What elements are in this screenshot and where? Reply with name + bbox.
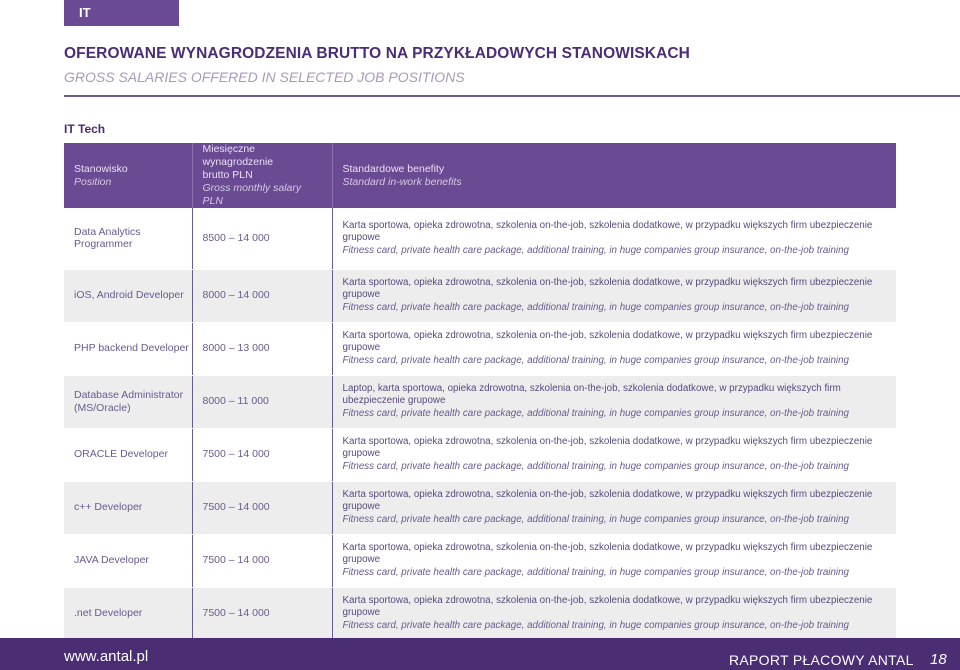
header-position xyxy=(64,143,192,208)
table-row xyxy=(64,428,896,481)
position-cell xyxy=(64,428,192,481)
position-line-1: PHP backend Developer xyxy=(74,342,189,355)
salary-cell: 7500 – 14 000 xyxy=(192,587,332,640)
benefits-en: Fitness card, private health care package, additional training, in huge companies group insurance, on-the-job training xyxy=(342,244,849,256)
benefits-en: Fitness card, private health care package, additional training, in huge companies group insurance, on-the-job training xyxy=(342,301,849,313)
benefits-en: Fitness card, private health care package, additional training, in huge companies group insurance, on-the-job training xyxy=(342,513,849,525)
page-title: OFEROWANE WYNAGRODZENIA BRUTTO NA PRZYKŁADOWYCH STANOWISKACH xyxy=(64,45,690,62)
position-line-1: c++ Developer xyxy=(74,501,143,514)
footer-bar xyxy=(0,638,960,670)
benefits-cell xyxy=(332,269,896,322)
header-position-pl: Stanowisko xyxy=(74,162,128,175)
header-salary-en: Gross monthly salary PLN xyxy=(202,182,302,207)
salary-cell: 8500 – 14 000 xyxy=(192,208,332,269)
salary-cell: 8000 – 14 000 xyxy=(192,269,332,322)
position-line-1: Database Administrator xyxy=(74,389,184,401)
position-line-1: JAVA Developer xyxy=(74,554,149,567)
benefits-cell xyxy=(332,428,896,481)
benefits-cell xyxy=(332,375,896,428)
salary-cell: 8000 – 11 000 xyxy=(192,375,332,428)
section-heading: IT Tech xyxy=(64,122,106,136)
position-line-1: iOS, Android Developer xyxy=(74,289,184,302)
table-row xyxy=(64,322,896,375)
table-row xyxy=(64,269,896,322)
header-benefits xyxy=(332,143,896,208)
header-salary-pl-1: Miesięczne wynagrodzenie xyxy=(202,143,274,168)
benefits-en: Fitness card, private health care package, additional training, in huge companies group insurance, on-the-job training xyxy=(342,460,849,472)
page-number: 18 xyxy=(930,651,947,668)
table-header-row xyxy=(64,143,896,208)
benefits-pl: Karta sportowa, opieka zdrowotna, szkolenia on-the-job, szkolenia dodatkowe, w przypadku większych firm ubezpieczenie grupowe xyxy=(342,329,873,354)
position-cell xyxy=(64,375,192,428)
footer-url[interactable]: www.antal.pl xyxy=(64,648,149,665)
table-row xyxy=(64,587,896,640)
benefits-pl: Karta sportowa, opieka zdrowotna, szkolenia on-the-job, szkolenia dodatkowe, w przypadku większych firm ubezpieczenie grupowe xyxy=(342,219,873,243)
benefits-pl: Karta sportowa, opieka zdrowotna, szkolenia on-the-job, szkolenia dodatkowe, w przypadku większych firm ubezpieczenie grupowe xyxy=(342,435,873,460)
benefits-cell xyxy=(332,208,896,269)
position-cell xyxy=(64,481,192,534)
position-cell xyxy=(64,587,192,640)
position-cell xyxy=(64,269,192,322)
benefits-cell xyxy=(332,534,896,587)
table-row xyxy=(64,208,896,269)
salary-cell: 7500 – 14 000 xyxy=(192,481,332,534)
position-line-2: Programmer xyxy=(74,238,133,251)
benefits-pl: Karta sportowa, opieka zdrowotna, szkolenia on-the-job, szkolenia dodatkowe, w przypadku większych firm ubezpieczenie grupowe xyxy=(342,276,873,301)
position-cell xyxy=(64,534,192,587)
benefits-en: Fitness card, private health care package, additional training, in huge companies group insurance, on-the-job training xyxy=(342,566,849,578)
position-line-1: ORACLE Developer xyxy=(74,448,168,461)
salary-cell: 7500 – 14 000 xyxy=(192,534,332,587)
table-row xyxy=(64,375,896,428)
benefits-cell xyxy=(332,322,896,375)
position-line-1: Data Analytics xyxy=(74,225,141,238)
salary-cell: 7500 – 14 000 xyxy=(192,428,332,481)
header-benefits-en: Standard in-work benefits xyxy=(342,175,462,188)
position-cell xyxy=(64,208,192,269)
benefits-cell xyxy=(332,587,896,640)
salary-cell: 8000 – 13 000 xyxy=(192,322,332,375)
table-row xyxy=(64,534,896,587)
benefits-pl: Karta sportowa, opieka zdrowotna, szkolenia on-the-job, szkolenia dodatkowe, w przypadku większych firm ubezpieczenie grupowe xyxy=(342,594,873,619)
position-cell xyxy=(64,322,192,375)
header-salary xyxy=(192,143,332,208)
category-tag: IT xyxy=(64,0,179,26)
benefits-pl: Laptop, karta sportowa, opieka zdrowotna, szkolenia on-the-job, szkolenia dodatkowe, w przypadku większych firm ubezpieczenie grupowe xyxy=(342,382,841,407)
header-salary-pl-2: brutto PLN xyxy=(202,169,253,181)
page-subtitle: GROSS SALARIES OFFERED IN SELECTED JOB POSITIONS xyxy=(64,69,465,85)
footer-report-title: RAPORT PŁACOWY ANTAL xyxy=(729,652,914,668)
benefits-en: Fitness card, private health care package, additional training, in huge companies group insurance, on-the-job training xyxy=(342,354,849,366)
benefits-pl: Karta sportowa, opieka zdrowotna, szkolenia on-the-job, szkolenia dodatkowe, w przypadku większych firm ubezpieczenie grupowe xyxy=(342,488,873,513)
benefits-en: Fitness card, private health care package, additional training, in huge companies group insurance, on-the-job training xyxy=(342,619,849,631)
header-position-en: Position xyxy=(74,175,112,188)
position-line-2: (MS/Oracle) xyxy=(74,401,131,414)
benefits-en: Fitness card, private health care package, additional training, in huge companies group insurance, on-the-job training xyxy=(342,407,849,419)
title-divider xyxy=(64,95,960,97)
position-line-1: .net Developer xyxy=(74,607,143,620)
header-benefits-pl: Standardowe benefity xyxy=(342,162,445,175)
table-row xyxy=(64,481,896,534)
benefits-pl: Karta sportowa, opieka zdrowotna, szkolenia on-the-job, szkolenia dodatkowe, w przypadku większych firm ubezpieczenie grupowe xyxy=(342,541,873,566)
benefits-cell xyxy=(332,481,896,534)
salary-table xyxy=(64,143,896,641)
